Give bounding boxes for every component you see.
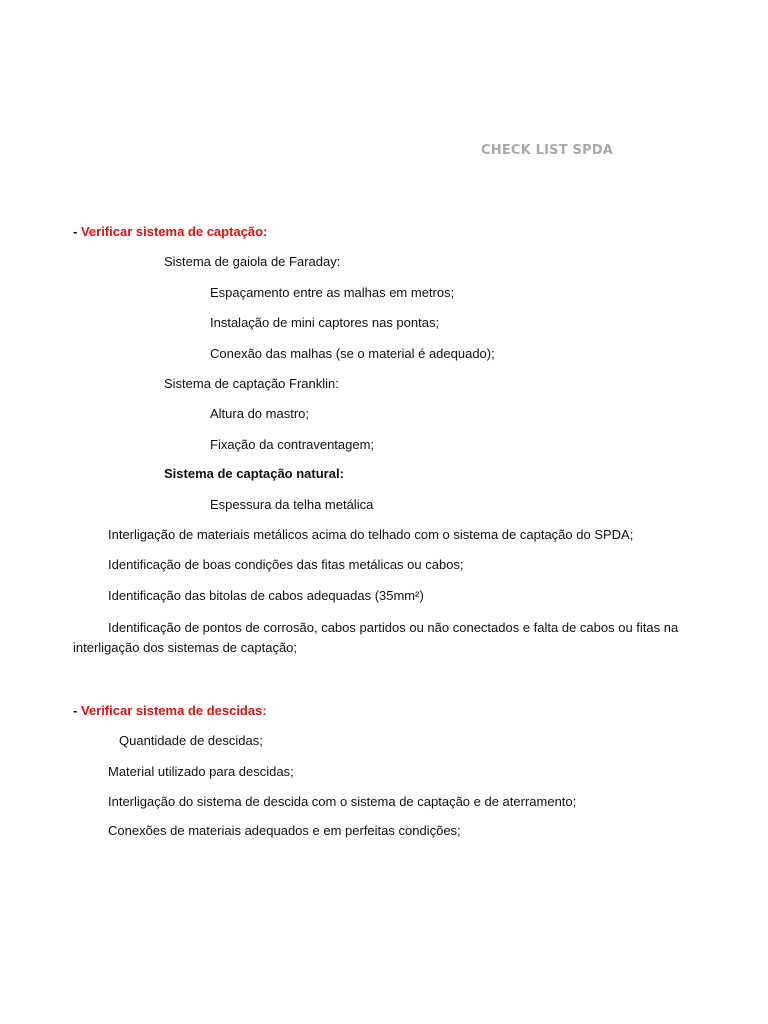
heading-text: Verificar sistema de descidas: <box>80 703 267 718</box>
heading-dash: - <box>73 703 81 718</box>
subsection-franklin: Sistema de captação Franklin: <box>164 376 339 391</box>
list-item: Conexões de materiais adequados e em perfeitas condições; <box>108 823 461 838</box>
list-item: Interligação de materiais metálicos acima do telhado com o sistema de captação do SPDA; <box>108 527 634 542</box>
list-item: Identificação de boas condições das fitas metálicas ou cabos; <box>108 557 464 572</box>
section-heading-captacao <box>73 224 267 240</box>
heading-dash: - <box>73 224 81 239</box>
list-item: Quantidade de descidas; <box>119 733 263 748</box>
section-heading-descidas <box>73 703 267 719</box>
corrosion-paragraph <box>73 618 693 658</box>
document-title: CHECK LIST SPDA <box>481 143 614 158</box>
subsection-natural: Sistema de captação natural: <box>164 466 344 481</box>
list-item: Conexão das malhas (se o material é adequado); <box>210 346 495 361</box>
list-item: Instalação de mini captores nas pontas; <box>210 315 440 330</box>
heading-text: Verificar sistema de captação: <box>80 224 268 239</box>
list-item: Material utilizado para descidas; <box>108 764 294 779</box>
list-item: Altura do mastro; <box>210 406 309 421</box>
corrosion-paragraph-text: Identificação de pontos de corrosão, cabos partidos ou não conectados e falta de cabos ou fitas na interligação dos sistemas de captação; <box>73 620 679 655</box>
list-item: Fixação da contraventagem; <box>210 437 375 452</box>
list-item: Espaçamento entre as malhas em metros; <box>210 285 455 300</box>
list-item: Interligação do sistema de descida com o sistema de captação e de aterramento; <box>108 794 577 809</box>
subsection-faraday: Sistema de gaiola de Faraday: <box>164 254 341 269</box>
list-item: Espessura da telha metálica <box>210 497 374 512</box>
list-item: Identificação das bitolas de cabos adequadas (35mm²) <box>108 588 424 603</box>
